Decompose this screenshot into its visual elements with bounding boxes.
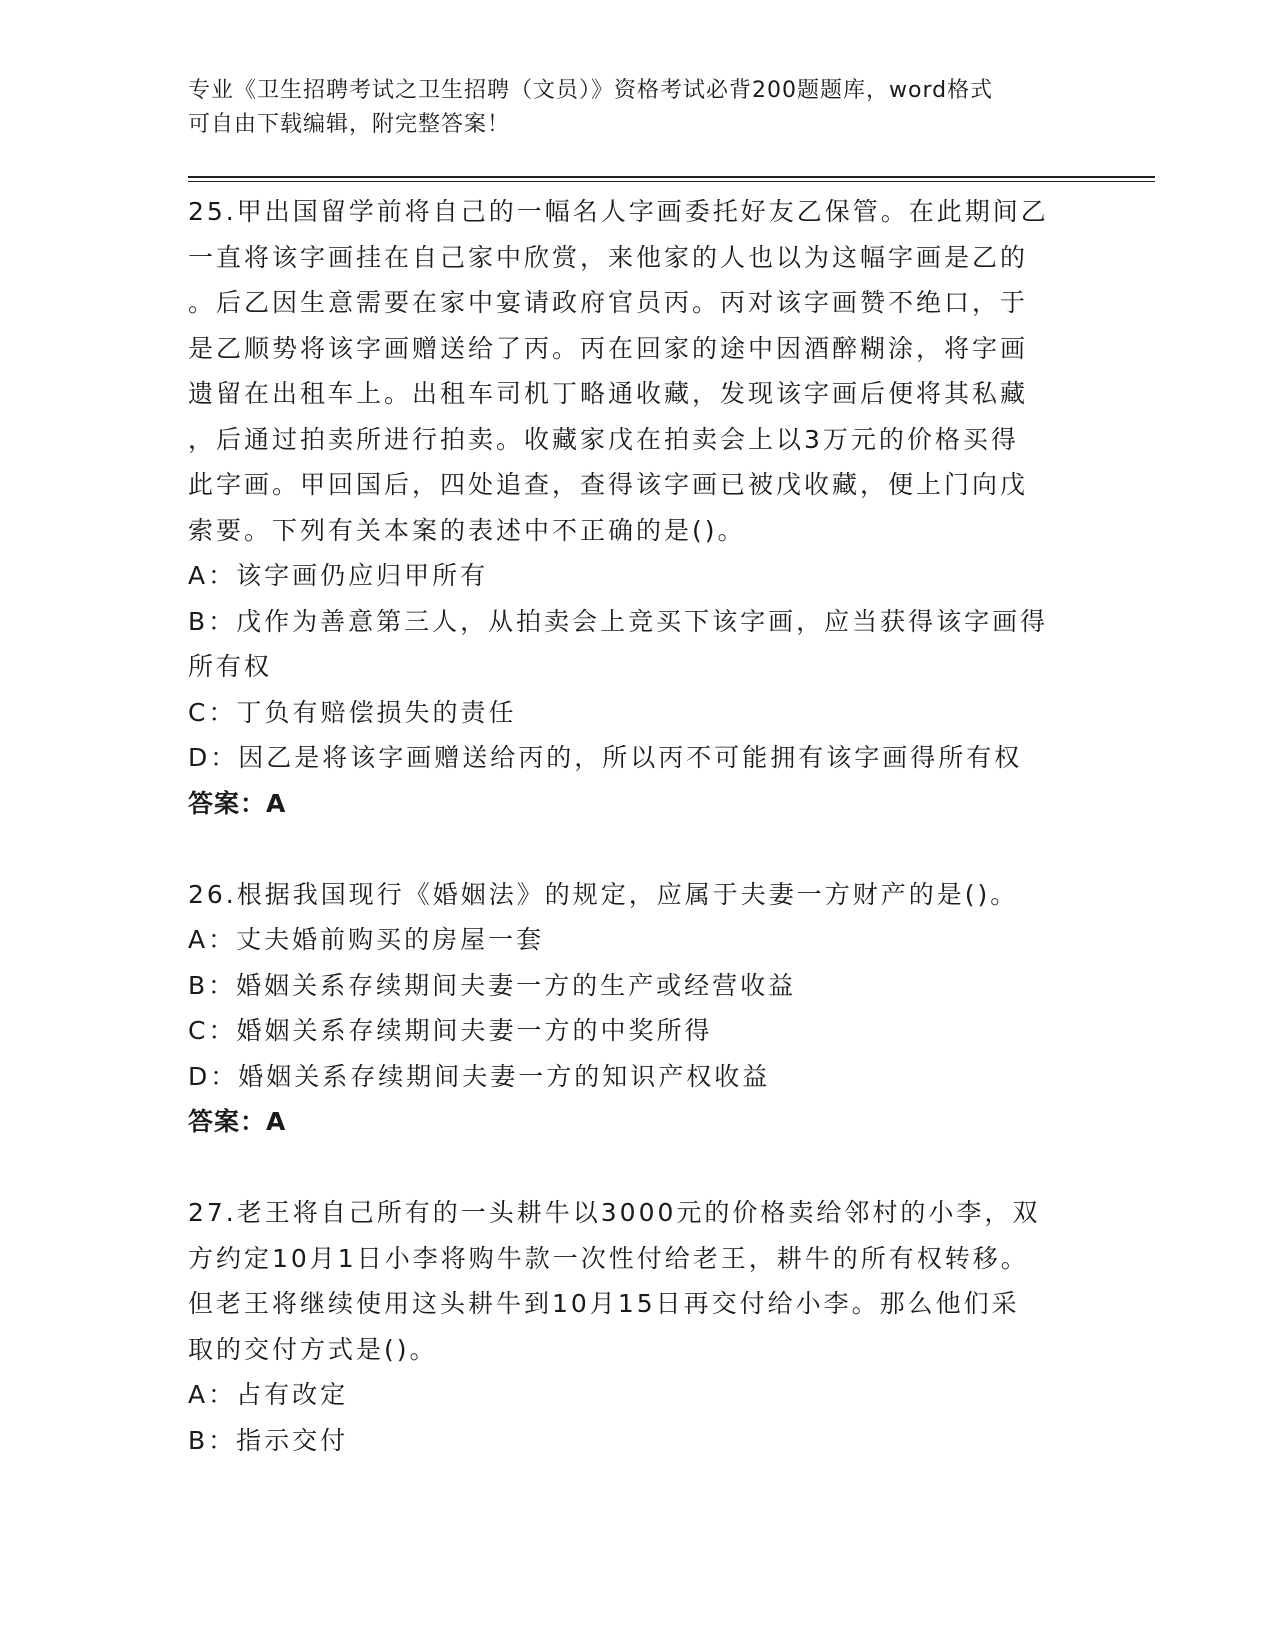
option-d: D：因乙是将该字画赠送给丙的，所以丙不可能拥有该字画得所有权 (188, 743, 1023, 772)
question-25 (188, 189, 1088, 826)
option-b: B：婚姻关系存续期间夫妻一方的生产或经营收益 (188, 970, 797, 1000)
answer-label: 答案：A (188, 1107, 287, 1136)
option-b: B：指示交付 (188, 1425, 349, 1455)
question-spacer (188, 1145, 1088, 1191)
option-b: B：戊作为善意第三人，从拍卖会上竞买下该字画，应当获得该字画得 (188, 606, 1049, 636)
option-b-continued: 所有权 (188, 652, 273, 681)
question-27 (188, 1190, 1088, 1463)
option-c: C：丁负有赔偿损失的责任 (188, 697, 517, 727)
question-stem-line: 取的交付方式是()。 (188, 1334, 438, 1364)
option-a: A：占有改定 (188, 1380, 349, 1409)
option-c: C：婚姻关系存续期间夫妻一方的中奖所得 (188, 1016, 713, 1045)
question-26 (188, 872, 1088, 1145)
question-stem-line: 索要。下列有关本案的表述中不正确的是()。 (188, 515, 746, 545)
option-a: A：该字画仍应归甲所有 (188, 561, 489, 590)
question-stem-line: 26.根据我国现行《婚姻法》的规定，应属于夫妻一方财产的是()。 (188, 879, 1019, 909)
question-stem-line: 。后乙因生意需要在家中宴请政府官员丙。丙对该字画赞不绝口，于 (188, 288, 1029, 317)
question-stem-line: 是乙顺势将该字画赠送给了丙。丙在回家的途中因酒醉糊涂，将字画 (188, 333, 1029, 363)
question-stem-line: 遗留在出租车上。出租车司机丁略通收藏，发现该字画后便将其私藏 (188, 379, 1029, 408)
header-divider-thin (188, 181, 1155, 182)
question-list (188, 189, 1088, 1463)
question-spacer (188, 826, 1088, 872)
option-d: D：婚姻关系存续期间夫妻一方的知识产权收益 (188, 1061, 771, 1091)
answer-label: 答案：A (188, 788, 287, 818)
question-stem-line: 27.老王将自己所有的一头耕牛以3000元的价格卖给邻村的小李，双 (188, 1198, 1041, 1227)
option-a: A：丈夫婚前购买的房屋一套 (188, 925, 545, 954)
question-stem-line: 但老王将继续使用这头耕牛到10月15日再交付给小李。那么他们采 (188, 1289, 1020, 1318)
question-stem-line: 一直将该字画挂在自己家中欣赏，来他家的人也以为这幅字画是乙的 (188, 242, 1029, 272)
header-line-1: 专业《卫生招聘考试之卫生招聘（文员）》资格考试必背200题题库，word格式 (188, 78, 994, 103)
question-stem-line: 方约定10月1日小李将购牛款一次性付给老王，耕牛的所有权转移。 (188, 1243, 1029, 1273)
question-stem-line: ，后通过拍卖所进行拍卖。收藏家戊在拍卖会上以3万元的价格买得 (188, 424, 1019, 454)
question-stem-line: 此字画。甲回国后，四处追查，查得该字画已被戊收藏，便上门向戊 (188, 470, 1029, 499)
header-line-2: 可自由下载编辑，附完整答案！ (188, 112, 511, 137)
header-divider-thick (188, 176, 1155, 178)
question-stem-line: 25.甲出国留学前将自己的一幅名人字画委托好友乙保管。在此期间乙 (188, 197, 1049, 226)
document-header (188, 74, 1088, 142)
